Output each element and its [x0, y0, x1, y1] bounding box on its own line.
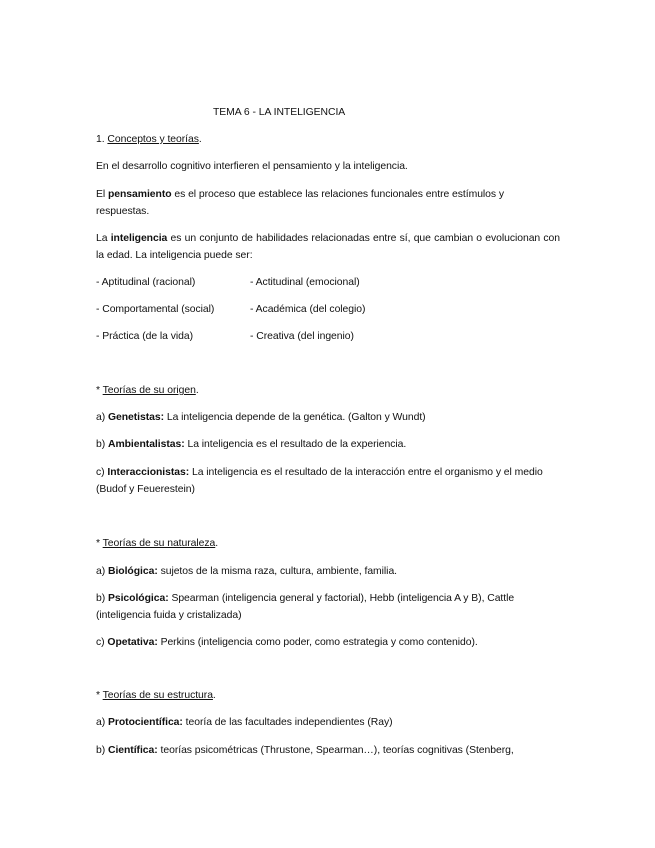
item-letter: c): [96, 637, 108, 648]
type-item: - Comportamental (social): [96, 304, 215, 315]
heading-text: Teorías de su naturaleza: [102, 538, 216, 549]
item-term: Psicológica: [107, 593, 166, 604]
inteligencia-paragraph: [96, 230, 560, 264]
list-item: [96, 634, 560, 651]
type-item: - Creativa (del ingenio): [250, 331, 354, 342]
item-text: La inteligencia depende de la genética. (Galton y Wundt): [164, 412, 426, 423]
list-item: [96, 742, 560, 759]
item-colon: :: [179, 717, 183, 728]
estructura-heading: [96, 687, 560, 704]
type-item: - Académica (del colegio): [250, 304, 366, 315]
list-item: [96, 409, 560, 426]
item-letter: b): [96, 745, 108, 756]
item-letter: b): [96, 593, 108, 604]
pensamiento-term: pensamiento: [107, 189, 172, 200]
heading-bullet: *: [96, 385, 103, 396]
list-item: [96, 563, 560, 580]
item-letter: a): [96, 717, 108, 728]
item-text: teorías psicométricas (Thrustone, Spearman…), teorías cognitivas (Stenberg,: [157, 745, 514, 756]
list-item: [96, 590, 560, 624]
pensamiento-prefix: El: [96, 189, 108, 200]
item-letter: b): [96, 439, 108, 450]
item-colon: :: [160, 412, 165, 423]
item-term: Genetistas: [107, 412, 161, 423]
item-colon: :: [165, 593, 169, 604]
heading-text: Teorías de su origen: [102, 385, 196, 396]
item-colon: :: [154, 566, 158, 577]
page-title: TEMA 6 - LA INTELIGENCIA: [213, 107, 346, 118]
inteligencia-prefix: La: [96, 233, 111, 244]
type-item: - Aptitudinal (racional): [96, 277, 196, 288]
item-term: Opetativa: [107, 637, 155, 648]
item-colon: :: [185, 467, 190, 478]
pensamiento-paragraph: [96, 186, 560, 220]
item-term: Ambientalistas: [107, 439, 182, 450]
heading-tail: .: [195, 385, 199, 396]
item-text: Perkins (inteligencia como poder, como estrategia y como contenido).: [157, 637, 478, 648]
item-text: La inteligencia es el resultado de la experiencia.: [184, 439, 407, 450]
types-row: [96, 301, 560, 318]
intro-paragraph: En el desarrollo cognitivo interfieren el pensamiento y la inteligencia.: [96, 161, 408, 172]
section-heading: [96, 131, 560, 148]
item-text: teoría de las facultades independientes (Ray): [182, 717, 393, 728]
section-title: Conceptos y teorías: [107, 134, 199, 145]
item-letter: c): [96, 467, 108, 478]
origen-heading: [96, 382, 560, 399]
item-colon: :: [181, 439, 185, 450]
pensamiento-text: es el proceso que establece las relaciones funcionales entre estímulos y respuestas.: [96, 189, 505, 217]
heading-tail: .: [212, 690, 216, 701]
section-title-tail: .: [198, 134, 202, 145]
list-item: [96, 436, 560, 453]
type-item: - Práctica (de la vida): [96, 331, 194, 342]
item-text: sujetos de la misma raza, cultura, ambiente, familia.: [157, 566, 398, 577]
types-row: [96, 274, 560, 291]
item-text: Spearman (inteligencia general y factorial), Hebb (inteligencia A y B), Cattle (inteligencia fuida y cristalizada): [96, 593, 515, 621]
section-number: 1.: [96, 134, 105, 145]
heading-text: Teorías de su estructura: [102, 690, 213, 701]
type-item: - Actitudinal (emocional): [250, 277, 360, 288]
heading-tail: .: [215, 538, 219, 549]
list-item: [96, 464, 560, 498]
heading-bullet: *: [96, 538, 103, 549]
item-colon: :: [154, 745, 158, 756]
item-term: Científica: [107, 745, 155, 756]
item-term: Protocientífica: [107, 717, 180, 728]
heading-bullet: *: [96, 690, 103, 701]
naturaleza-heading: [96, 535, 560, 552]
item-letter: a): [96, 566, 108, 577]
item-letter: a): [96, 412, 108, 423]
inteligencia-text: es un conjunto de habilidades relacionadas entre sí, que cambian o evolucionan con la edad. La inteligencia puede ser:: [96, 233, 561, 261]
types-row: [96, 328, 560, 345]
item-term: Interaccionistas: [107, 467, 186, 478]
item-text: La inteligencia es el resultado de la interacción entre el organismo y el medio (Budof y Feuerestein): [96, 467, 543, 495]
list-item: [96, 714, 560, 731]
item-term: Biológica: [107, 566, 155, 577]
inteligencia-term: inteligencia: [110, 233, 168, 244]
item-colon: :: [154, 637, 158, 648]
